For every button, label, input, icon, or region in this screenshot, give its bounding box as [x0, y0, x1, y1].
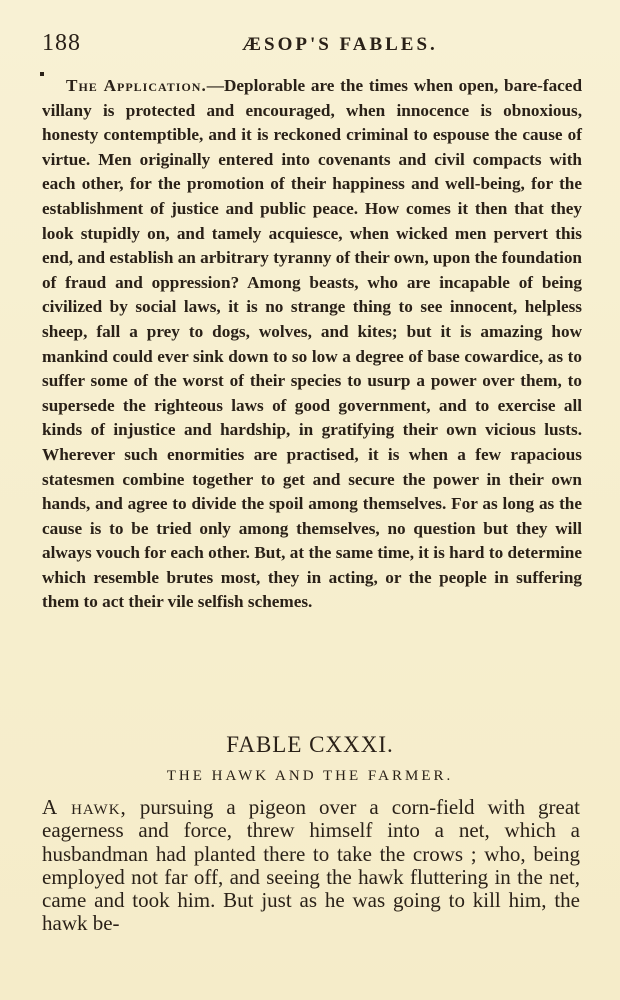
fable-paragraph — [42, 796, 580, 936]
application-lead: The Application. — [66, 76, 207, 95]
running-title: ÆSOP'S FABLES. — [242, 34, 438, 55]
page-number: 188 — [42, 30, 81, 56]
fable-subtitle: THE HAWK AND THE FARMER. — [166, 768, 454, 784]
fable-lead: A hawk, — [42, 795, 127, 819]
application-paragraph — [42, 74, 582, 615]
running-head — [42, 30, 582, 60]
application-text: —Deplorable are the times when open, bare-faced villany is protected and encouraged, when innocence is obnoxious, honesty contemptible, and it is reckoned criminal to espouse the cause of virtue. Men originally entered into covenants and civil compacts with each other, for the promotion of their happiness and well-being, for the establishment of justice and public peace. How comes it then that they look stupidly on, and tamely acquiesce, when wicked men pervert this end, and establish an arbitrary tyranny of their own, upon the foundation of fraud and oppression? Among beasts, who are incapable of being civilized by social laws, it is no strange thing to see innocent, helpless sheep, fall a prey to dogs, wolves, and kites; but it is amazing how mankind could ever sink down to so low a degree of base cowardice, as to suffer some of the worst of their species to usurp a power over them, to supersede the righteous laws of good government, and to exercise all kinds of injustice and hardship, in gratifying their own vicious lusts. Wherever such enormities are practised, it is when a few rapacious statesmen combine together to get and secure the power in their own hands, and agree to divide the spoil among themselves. For as long as the cause is to be tried only among themselves, no question but they will always vouch for each other. But, at the same time, it is hard to determine which resemble brutes most, they in acting, or the people in suffering them to act their vile selfish schemes. — [42, 76, 582, 612]
fable-text: pursuing a pigeon over a corn-field with great eagerness and force, threw himself into a net, which a husbandman had planted there to take the crows ; who, being employed not far off, and seeing the hawk fluttering in the net, came and took him. But just as he was going to kill him, the hawk be- — [42, 795, 580, 936]
fable-title: FABLE CXXXI. — [226, 732, 394, 757]
